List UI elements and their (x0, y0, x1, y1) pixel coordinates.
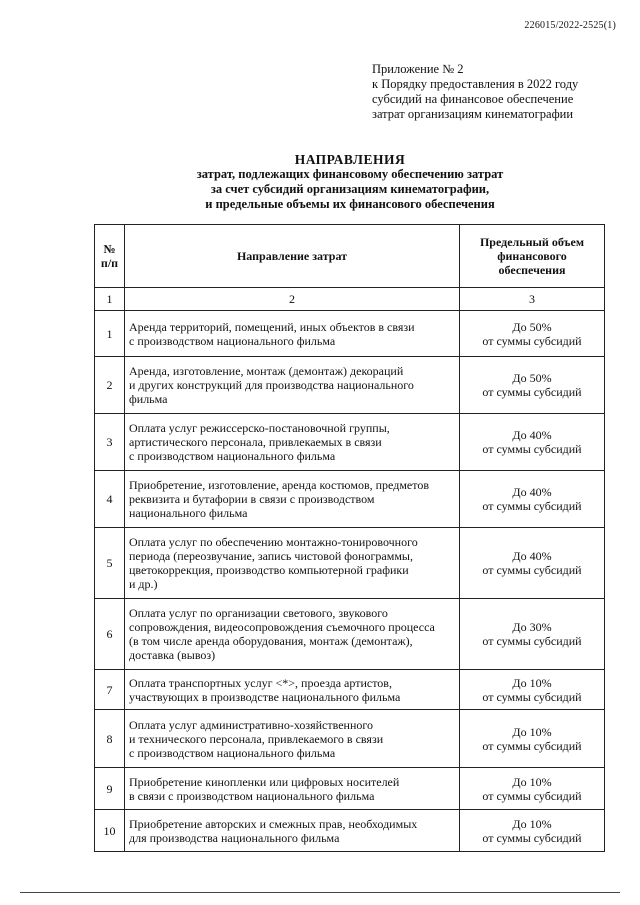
annex-line: субсидий на финансовое обеспечение (372, 92, 574, 106)
table-row (95, 670, 605, 710)
row-limit: До 40% от суммы субсидий (460, 471, 605, 528)
document-number: 226015/2022-2525(1) (524, 20, 616, 31)
row-direction: Приобретение авторских и смежных прав, необходимых для производства национального фильма (125, 810, 460, 852)
table-row (95, 599, 605, 670)
heading-title: НАПРАВЛЕНИЯ (294, 152, 406, 167)
row-number: 8 (95, 710, 125, 768)
table-row (95, 311, 605, 357)
index-cell: 2 (125, 288, 460, 311)
heading-line: за счет субсидий организациям кинематографии, (210, 182, 490, 196)
row-number: 4 (95, 471, 125, 528)
heading-line: и предельные объемы их финансового обеспечения (205, 197, 495, 211)
row-number: 10 (95, 810, 125, 852)
row-number: 5 (95, 528, 125, 599)
heading-line: затрат, подлежащих финансовому обеспечению затрат (196, 167, 504, 181)
row-direction: Оплата услуг режиссерско-постановочной группы, артистического персонала, привлекаемых в связи с производством национального фильма (125, 414, 460, 471)
table-row (95, 471, 605, 528)
row-limit: До 40% от суммы субсидий (460, 528, 605, 599)
page-bottom-divider (20, 892, 620, 893)
row-number: 2 (95, 357, 125, 414)
row-limit: До 50% от суммы субсидий (460, 357, 605, 414)
row-direction: Оплата услуг административно-хозяйственного и технического персонала, привлекаемого в связи с производством национального фильма (125, 710, 460, 768)
table-row (95, 710, 605, 768)
row-direction: Оплата транспортных услуг <*>, проезда артистов, участвующих в производстве национального фильма (125, 670, 460, 710)
row-direction: Аренда, изготовление, монтаж (демонтаж) декораций и других конструкций для производства национального фильма (125, 357, 460, 414)
row-limit: До 30% от суммы субсидий (460, 599, 605, 670)
annex-line: затрат организациям кинематографии (372, 107, 574, 121)
row-direction: Аренда территорий, помещений, иных объектов в связи с производством национального фильма (125, 311, 460, 357)
index-cell: 3 (460, 288, 605, 311)
table-row (95, 414, 605, 471)
annex-line: к Порядку предоставления в 2022 году (372, 77, 579, 91)
row-number: 9 (95, 768, 125, 810)
row-direction: Приобретение, изготовление, аренда костюмов, предметов реквизита и бутафории в связи с производством национального фильма (125, 471, 460, 528)
row-direction: Оплата услуг по обеспечению монтажно-тонировочного периода (переозвучание, запись чистовой фонограммы, цветокоррекция, производство компьютерной графики и др.) (125, 528, 460, 599)
table-row (95, 357, 605, 414)
row-limit: До 40% от суммы субсидий (460, 414, 605, 471)
row-number: 7 (95, 670, 125, 710)
annex-line: Приложение № 2 (372, 62, 464, 76)
cost-directions-table (94, 224, 605, 852)
header-num: № п/п (95, 225, 125, 288)
row-number: 6 (95, 599, 125, 670)
table-row (95, 528, 605, 599)
annex-block (372, 62, 578, 122)
table-row (95, 768, 605, 810)
row-limit: До 10% от суммы субсидий (460, 810, 605, 852)
header-limit: Предельный объем финансового обеспечения (460, 225, 605, 288)
row-number: 1 (95, 311, 125, 357)
column-index-row (95, 288, 605, 311)
row-limit: До 10% от суммы субсидий (460, 710, 605, 768)
row-direction: Приобретение кинопленки или цифровых носителей в связи с производством национального фильма (125, 768, 460, 810)
row-limit: До 10% от суммы субсидий (460, 768, 605, 810)
row-number: 3 (95, 414, 125, 471)
index-cell: 1 (95, 288, 125, 311)
document-heading (100, 152, 600, 212)
table-header-row (95, 225, 605, 288)
header-direction: Направление затрат (125, 225, 460, 288)
table-row (95, 810, 605, 852)
row-limit: До 50% от суммы субсидий (460, 311, 605, 357)
row-limit: До 10% от суммы субсидий (460, 670, 605, 710)
row-direction: Оплата услуг по организации светового, звукового сопровождения, видеосопровождения съемочного процесса (в том числе аренда оборудования, монтаж (демонтаж), доставка (вывоз) (125, 599, 460, 670)
